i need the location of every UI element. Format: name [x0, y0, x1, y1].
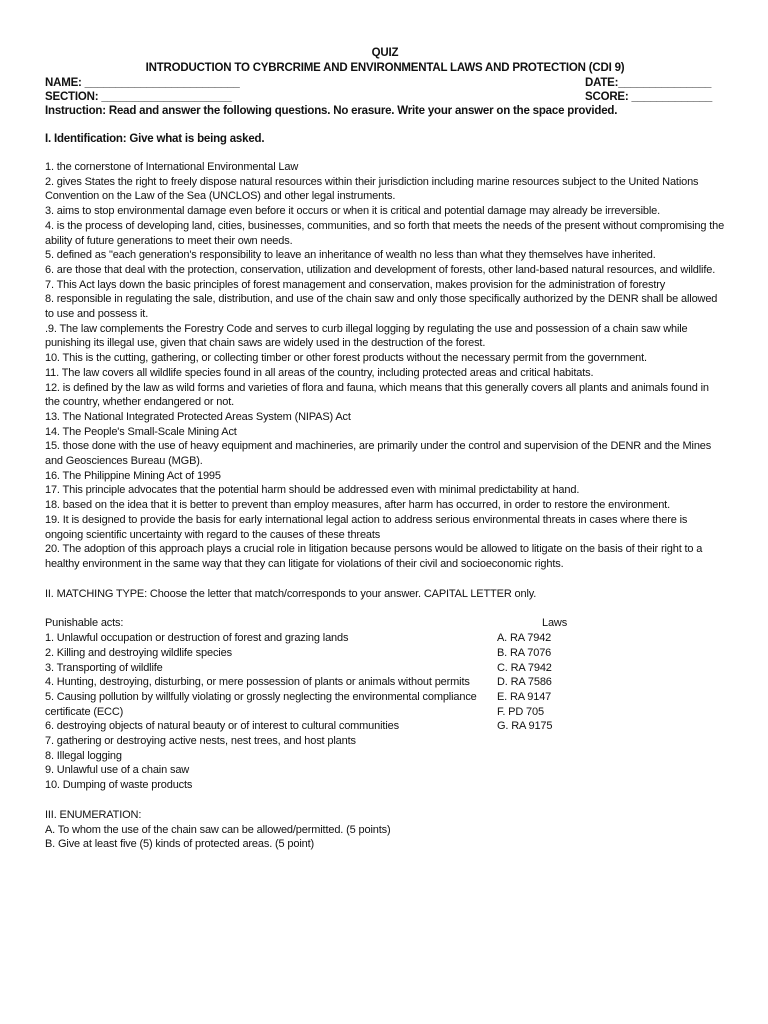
- question-item: 1. the cornerstone of International Environmental Law: [45, 161, 299, 173]
- name-date-row: [45, 76, 725, 90]
- matching-section: [45, 616, 725, 792]
- enumeration-item: A. To whom the use of the chain saw can be allowed/permitted. (5 points): [45, 823, 391, 836]
- laws-column: [497, 616, 617, 792]
- identification-title: I. Identification: Give what is being asked.: [45, 133, 265, 145]
- date-field[interactable]: DATE:_______________: [585, 77, 712, 89]
- name-field[interactable]: NAME: _________________________: [45, 77, 240, 89]
- question-item: 17. This principle advocates that the potential harm should be addressed even with minimal predictability at hand.: [45, 484, 580, 497]
- question-item: 16. The Philippine Mining Act of 1995: [45, 469, 221, 482]
- act-item: 7. gathering or destroying active nests, nest trees, and host plants: [45, 735, 356, 748]
- act-item: 3. Transporting of wildlife: [45, 661, 163, 674]
- question-item: 8. responsible in regulating the sale, distribution, and use of the chain saw and only those specifically authorized by the DENR shall be allowed to use and possess it.: [45, 293, 718, 321]
- act-item: 2. Killing and destroying wildlife species: [45, 646, 232, 659]
- matching-title: II. MATCHING TYPE: Choose the letter that match/corresponds to your answer. CAPITAL LETTER only.: [45, 587, 537, 600]
- question-item: 18. based on the idea that it is better to prevent than employ measures, after harm has occurred, in order to restore the environment.: [45, 499, 670, 512]
- course-title: INTRODUCTION TO CYBRCRIME AND ENVIRONMENTAL LAWS AND PROTECTION (CDI 9): [145, 62, 625, 74]
- question-item: 4. is the process of developing land, cities, businesses, communities, and so forth that meets the needs of the present without compromising the ability of future generations to meet their own needs.: [45, 219, 725, 247]
- question-item: 2. gives States the right to freely dispose natural resources within their jurisdiction including marine resources subject to the United Nations Convention on the Law of the Sea (UNCLOS) and other legal instruments.: [45, 175, 699, 203]
- law-item: G. RA 9175: [497, 720, 553, 733]
- question-item: 19. It is designed to provide the basis for early international legal action to address serious environmental threats in cases where there is ongoing scientific uncertainty with regard to the causes of these threats: [45, 513, 688, 541]
- section-field[interactable]: SECTION: _____________________: [45, 91, 232, 103]
- question-item: 13. The National Integrated Protected Areas System (NIPAS) Act: [45, 410, 351, 423]
- quiz-page: [45, 46, 725, 852]
- act-item: 9. Unlawful use of a chain saw: [45, 764, 190, 777]
- act-item: 5. Causing pollution by willfully violating or grossly neglecting the environmental compliance certificate (ECC): [45, 690, 477, 718]
- question-item: .9. The law complements the Forestry Code and serves to curb illegal logging by regulating the use and possession of a chain saw while punishing its illegal use, given that chain saws are widely used in the destruction of the forest.: [45, 322, 688, 350]
- question-item: 6. are those that deal with the protection, conservation, utilization and development of forests, other land-based natural resources, and wildlife.: [45, 263, 716, 276]
- act-item: 4. Hunting, destroying, disturbing, or mere possession of plants or animals without permits: [45, 676, 470, 689]
- law-item: A. RA 7942: [497, 632, 552, 645]
- identification-questions: [45, 160, 725, 572]
- law-item: C. RA 7942: [497, 661, 552, 674]
- law-item: B. RA 7076: [497, 646, 552, 659]
- law-item: D. RA 7586: [497, 676, 552, 689]
- question-item: 12. is defined by the law as wild forms and varieties of flora and fauna, which means that this generally covers all plants and animals found in the country, whether endangered or not.: [45, 381, 709, 409]
- act-item: 8. Illegal logging: [45, 749, 122, 762]
- acts-header: Punishable acts:: [45, 617, 124, 630]
- laws-header: Laws: [542, 617, 568, 630]
- section-score-row: [45, 90, 725, 104]
- instruction-text: Instruction: Read and answer the following questions. No erasure. Write your answer on the space provided.: [45, 105, 618, 117]
- question-item: 7. This Act lays down the basic principles of forest management and conservation, makes provision for the administration of forestry: [45, 278, 666, 291]
- law-item: F. PD 705: [497, 705, 544, 718]
- punishable-acts-column: [45, 616, 497, 792]
- question-item: 20. The adoption of this approach plays a crucial role in litigation because persons would be allowed to litigate on the basis of their right to a healthy environment in the same way that they can litigate for violations of their civil and socioeconomic rights.: [45, 543, 703, 570]
- act-item: 6. destroying objects of natural beauty or of interest to cultural communities: [45, 720, 399, 733]
- act-item: 1. Unlawful occupation or destruction of forest and grazing lands: [45, 632, 349, 645]
- question-item: 15. those done with the use of heavy equipment and machineries, are primarily under the control and supervision of the DENR and the Mines and Geosciences Bureau (MGB).: [45, 440, 712, 468]
- enumeration-title: III. ENUMERATION:: [45, 808, 142, 821]
- question-item: 5. defined as "each generation's responsibility to leave an inheritance of wealth no less than what they themselves have inherited.: [45, 249, 656, 262]
- question-item: 3. aims to stop environmental damage even before it occurs or when it is critical and potential damage may already be irreversible.: [45, 205, 661, 218]
- question-item: 10. This is the cutting, gathering, or collecting timber or other forest products without the necessary permit from the government.: [45, 352, 647, 365]
- act-item: 10. Dumping of waste products: [45, 779, 193, 792]
- enumeration-item: B. Give at least five (5) kinds of protected areas. (5 point): [45, 838, 315, 851]
- question-item: 11. The law covers all wildlife species found in all areas of the country, including protected areas and critical habitats.: [45, 366, 594, 379]
- score-field[interactable]: SCORE: _____________: [585, 91, 713, 103]
- question-item: 14. The People's Small-Scale Mining Act: [45, 425, 237, 438]
- quiz-label: QUIZ: [371, 47, 399, 59]
- law-item: E. RA 9147: [497, 690, 552, 703]
